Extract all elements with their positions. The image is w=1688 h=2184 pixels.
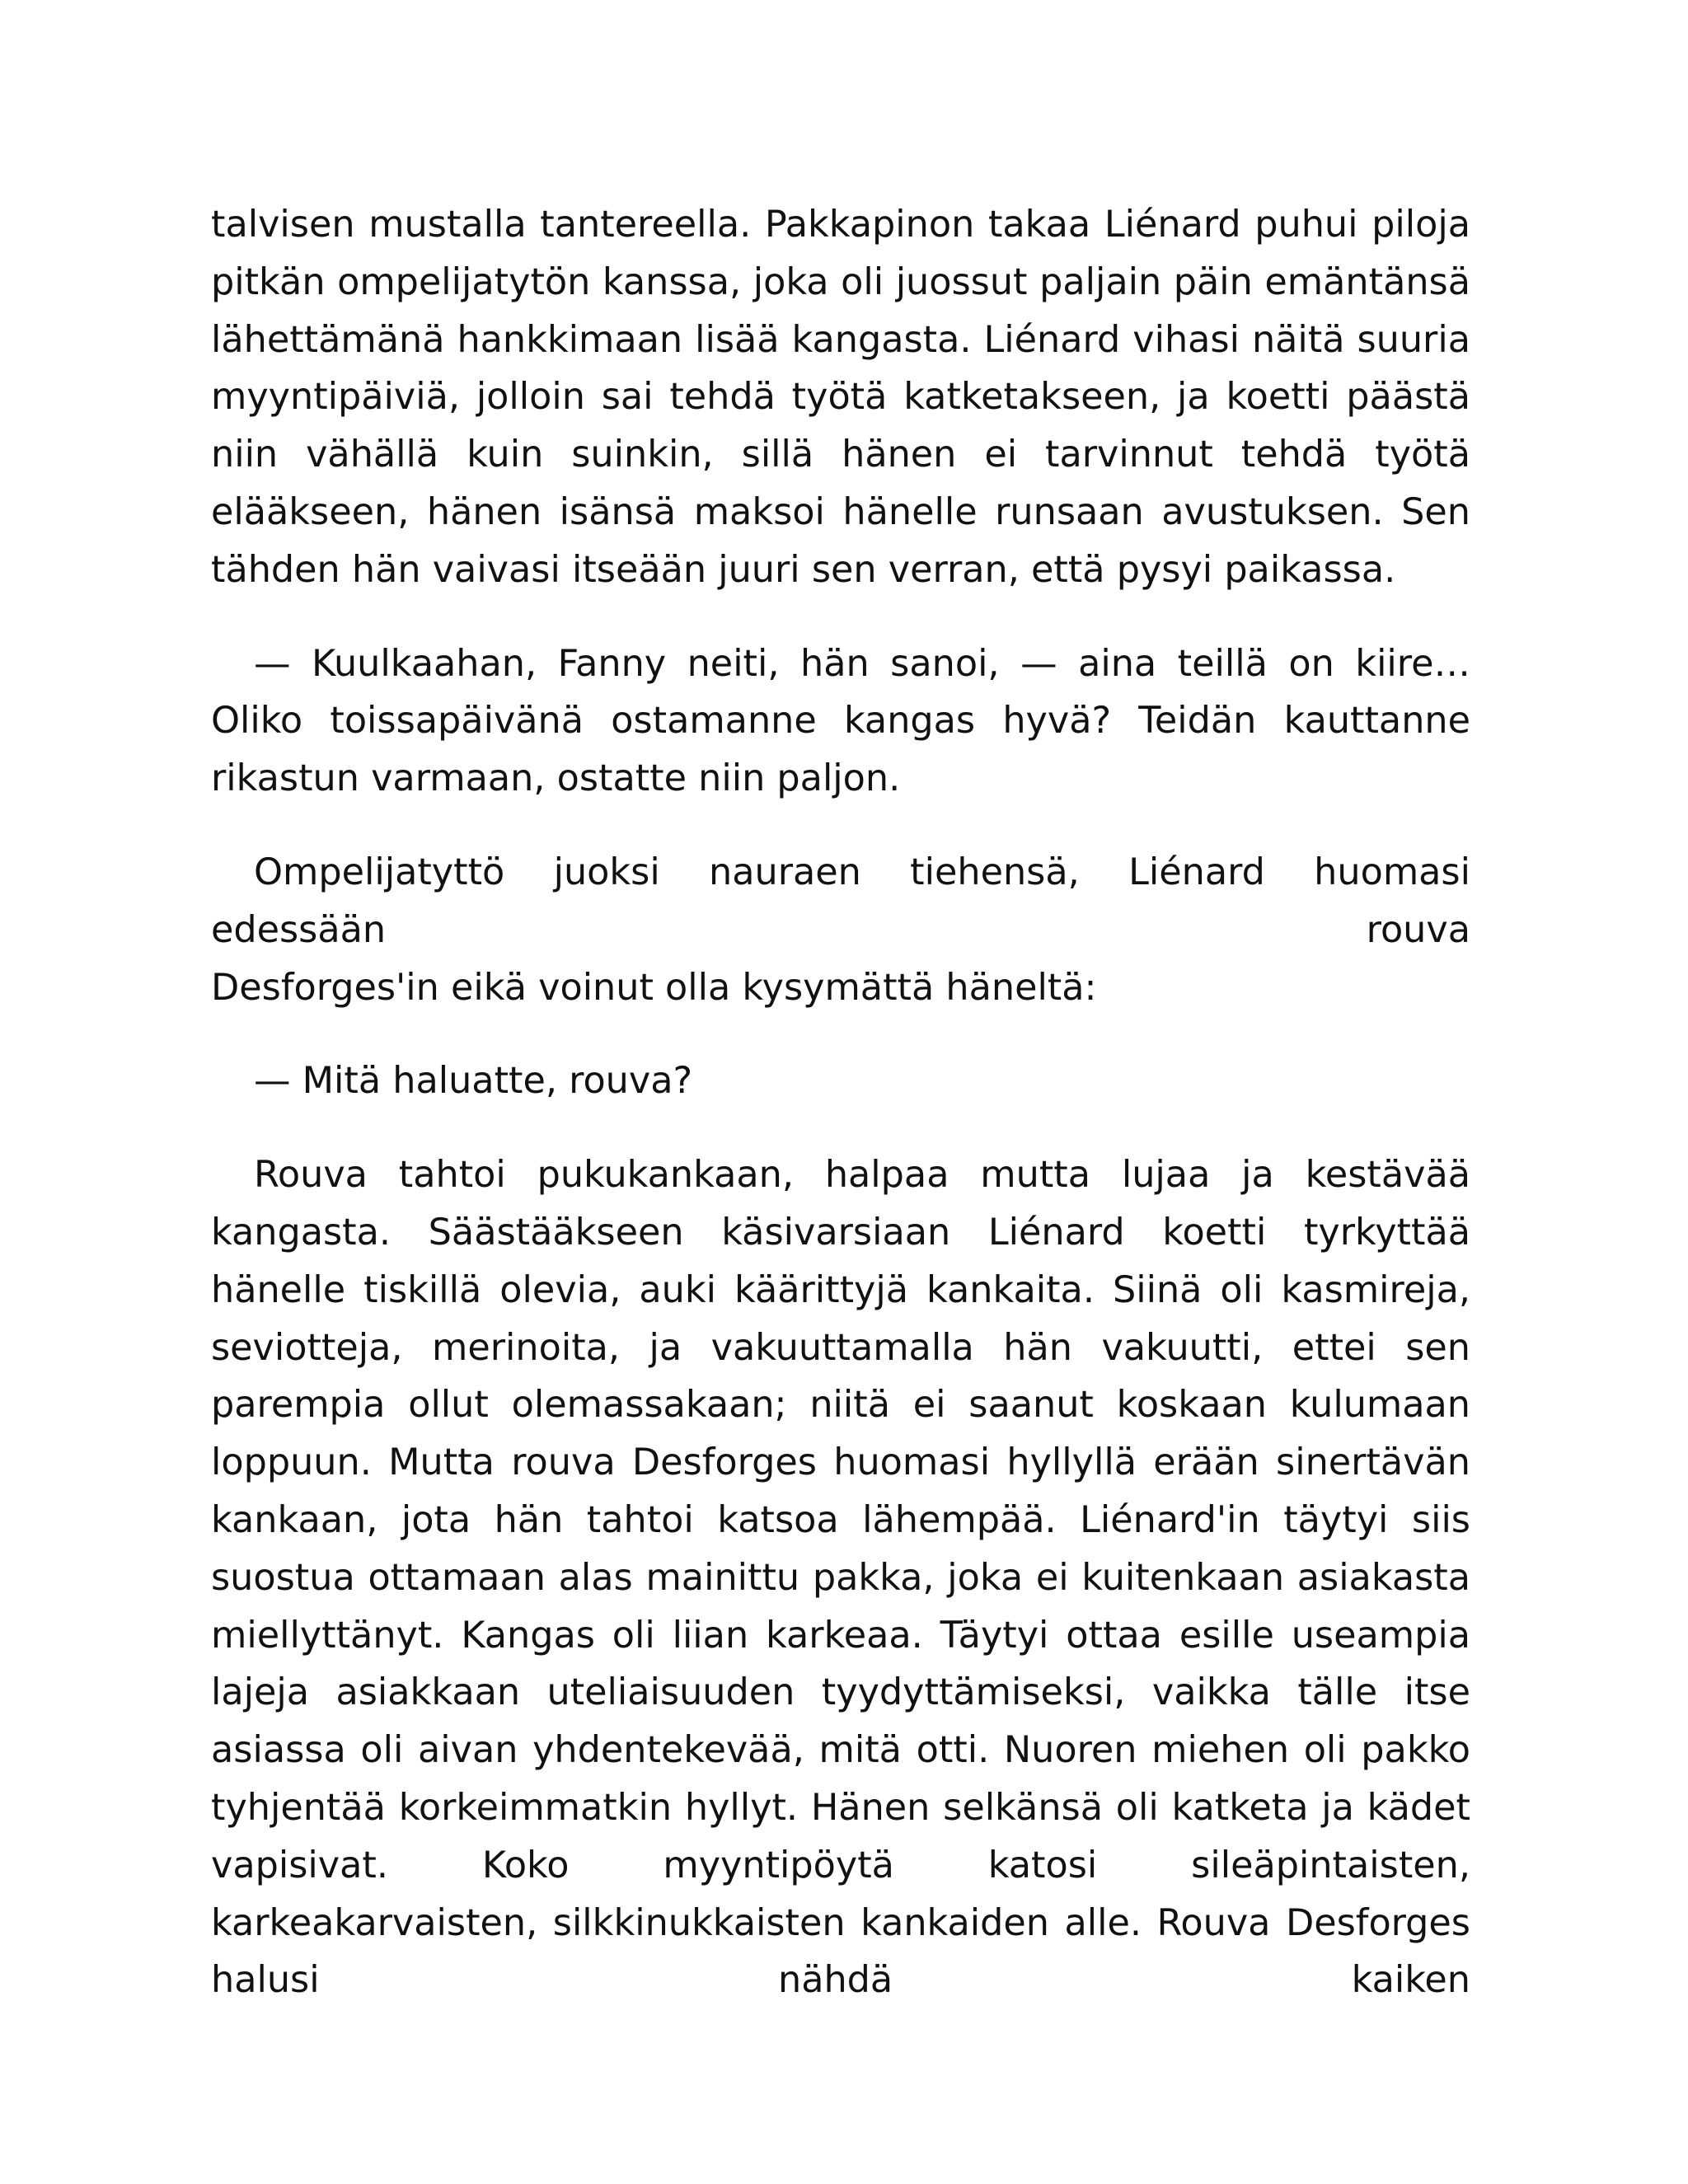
- paragraph-dialogue-fanny: — Kuulkaahan, Fanny neiti, hän sanoi, — aina teillä on kiire… Oliko toissapäivänä ostamanne kangas hyvä? Teidän kauttanne rikastun varmaan, ostatte niin paljon.: [211, 642, 1470, 800]
- book-page: [211, 196, 1470, 2046]
- paragraph-dialogue-question: — Mitä haluatte, rouva?: [254, 1060, 693, 1103]
- paragraph-continuation: talvisen mustalla tantereella. Pakkapinon takaa Liénard puhui piloja pitkän ompelijatytön kanssa, joka oli juossut paljain päin emäntänsä lähettämänä hankkimaan lisää kangasta. Liénard vihasi näitä suuria myyntipäiviä, jolloin sai tehdä työtä katketakseen, ja koetti päästä niin vähällä kuin suinkin, sillä hänen ei tarvinnut tehdä työtä elääkseen, hänen isänsä maksoi hänelle runsaan avustuksen. Sen tähden hän vaivasi itseään juuri sen verran, että pysyi paikassa.: [211, 204, 1470, 591]
- paragraph-ompelijatytto: [211, 844, 1470, 959]
- text-line: Ompelijatyttö juoksi nauraen tiehensä, Liénard huomasi edessään rouva: [211, 851, 1470, 951]
- paragraph-rouva-tahtoi: Rouva tahtoi pukukankaan, halpaa mutta lujaa ja kestävää kangasta. Säästääkseen käsivarsiaan Liénard koetti tyrkyttää hänelle tiskillä olevia, auki käärittyjä kankaita. Siinä oli kasmireja, seviotteja, merinoita, ja vakuuttamalla hän vakuutti, ettei sen parempia ollut olemassakaan; niitä ei saanut koskaan kulumaan loppuun. Mutta rouva Desforges huomasi hyllyllä erään sinertävän kankaan, jota hän tahtoi katsoa lähempää. Liénard'in täytyi siis suostua ottamaan alas mainittu pakka, joka ei kuitenkaan asiakasta miellyttänyt. Kangas oli liian karkeaa. Täytyi ottaa esille useampia lajeja asiakkaan uteliaisuuden tyydyttämiseksi, vaikka tälle itse asiassa oli aivan yhdentekevää, mitä otti. Nuoren miehen oli pakko tyhjentää korkeimmatkin hyllyt. Hänen selkänsä oli katketa ja kädet vapisivat. Koko myyntipöytä katosi sileäpintaisten, karkeakarvaisten, silkkinukkaisten kankaiden alle. Rouva Desforges halusi nähdä kaiken: [211, 1154, 1470, 2002]
- paragraph-desforges-line: Desforges'in eikä voinut olla kysymättä häneltä:: [211, 966, 1097, 1009]
